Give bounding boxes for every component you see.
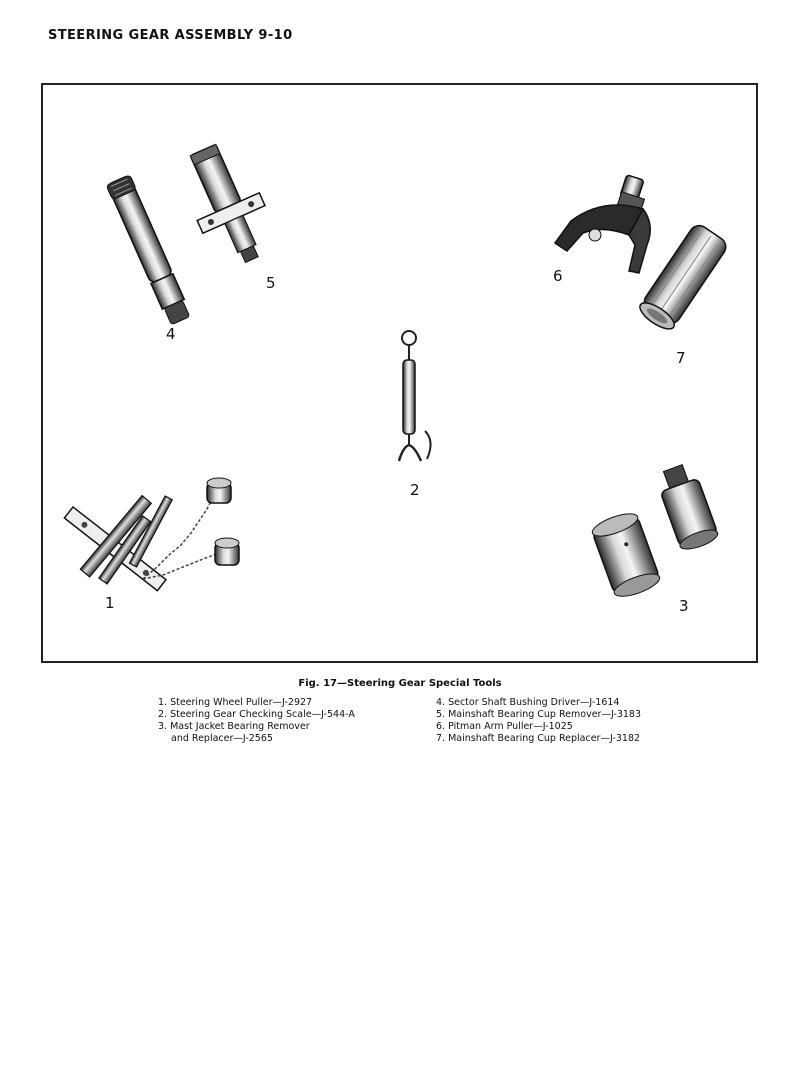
legend-item-6: 6. Pitman Arm Puller—J-1025 [436, 721, 573, 732]
tools-figure [41, 83, 758, 663]
legend-item-1: 1. Steering Wheel Puller—J-2927 [158, 697, 313, 708]
callout-3: 3 [679, 597, 689, 615]
legend-item-3: 3. Mast Jacket Bearing Remover [158, 721, 310, 732]
legend-item-2: 2. Steering Gear Checking Scale—J-544-A [158, 709, 355, 720]
callout-4: 4 [166, 325, 176, 343]
legend-item-5: 5. Mainshaft Bearing Cup Remover—J-3183 [436, 709, 642, 720]
page-title: STEERING GEAR ASSEMBLY 9-10 [48, 28, 293, 43]
legend-right-column [436, 697, 686, 745]
figure-caption: Fig. 17—Steering Gear Special Tools [298, 678, 502, 689]
bearing-cup-remover-tool [172, 136, 283, 273]
callout-2: 2 [410, 481, 420, 499]
callout-5: 5 [266, 274, 276, 292]
bearing-cup-replacer-tool [636, 222, 730, 334]
legend-item-7: 7. Mainshaft Bearing Cup Replacer—J-3182 [436, 733, 641, 744]
legend-left-column [158, 697, 398, 745]
callout-1: 1 [105, 594, 115, 612]
callout-6: 6 [553, 267, 563, 285]
checking-scale-tool [399, 331, 431, 461]
wheel-puller-tool [64, 478, 239, 591]
legend-item-4: 4. Sector Shaft Bushing Driver—J-1614 [436, 697, 620, 708]
pitman-arm-puller-tool [555, 175, 650, 273]
tools-illustration [43, 85, 756, 661]
bearing-remover-replacer-tool [590, 461, 720, 601]
bushing-driver-tool [106, 175, 192, 326]
legend-item-3-continued: and Replacer—J-2565 [171, 733, 273, 744]
callout-7: 7 [676, 349, 686, 367]
